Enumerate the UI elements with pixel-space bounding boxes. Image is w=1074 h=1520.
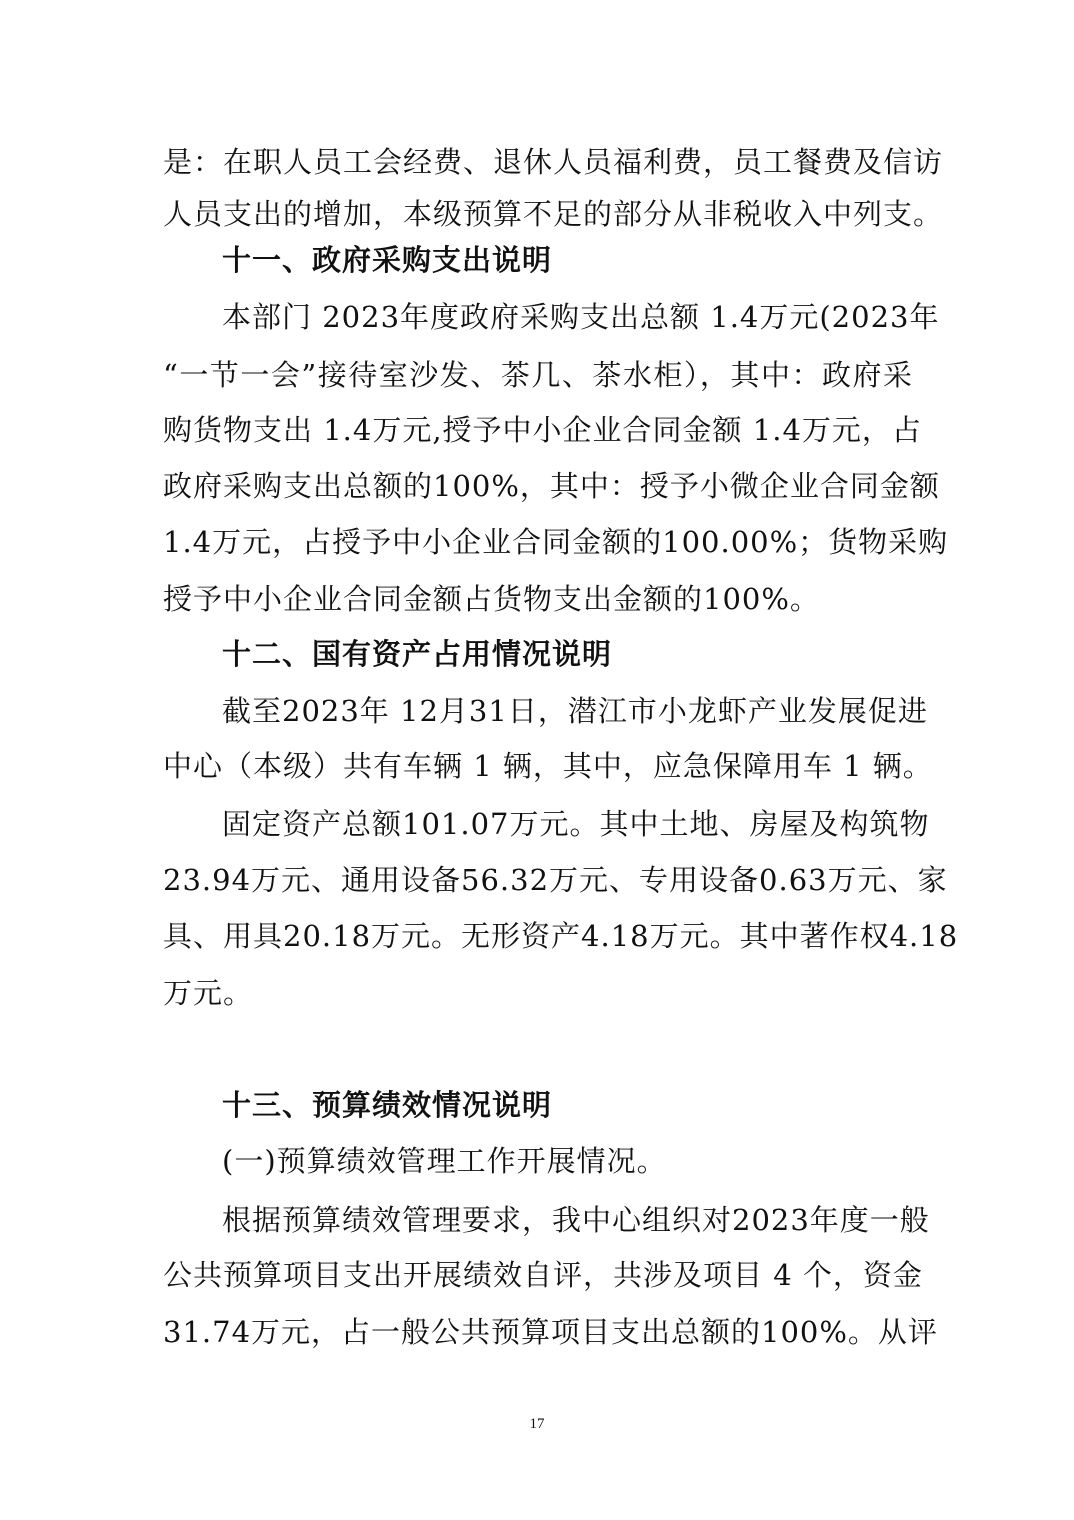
paragraph-line: 公共预算项目支出开展绩效自评，共涉及项目 4 个，资金 — [163, 1258, 923, 1292]
paragraph-line: “一节一会”接待室沙发、茶几、茶水柜），其中：政府采 — [163, 358, 913, 392]
subsection-heading: (一)预算绩效管理工作开展情况。 — [222, 1144, 667, 1178]
section-heading-13: 十三、预算绩效情况说明 — [222, 1088, 553, 1122]
paragraph-line: 万元。 — [163, 976, 254, 1010]
paragraph-line: 是：在职人员工会经费、退休人员福利费，员工餐费及信访 — [163, 145, 944, 179]
paragraph-line: 中心（本级）共有车辆 1 辆，其中，应急保障用车 1 辆。 — [163, 749, 933, 783]
paragraph-line: 截至2023年 12月31日，潜江市小龙虾产业发展促进 — [222, 694, 928, 728]
paragraph-line: 具、用具20.18万元。无形资产4.18万元。其中著作权4.18 — [163, 919, 959, 953]
page-number: 17 — [529, 1416, 545, 1432]
paragraph-line: 固定资产总额101.07万元。其中土地、房屋及构筑物 — [222, 807, 930, 841]
paragraph-line: 31.74万元，占一般公共预算项目支出总额的100%。从评 — [163, 1315, 938, 1349]
section-heading-11: 十一、政府采购支出说明 — [222, 243, 553, 277]
paragraph-line: 人员支出的增加，本级预算不足的部分从非税收入中列支。 — [163, 197, 944, 231]
paragraph-line: 1.4万元，占授予中小企业合同金额的100.00%；货物采购 — [163, 525, 949, 559]
paragraph-line: 根据预算绩效管理要求，我中心组织对2023年度一般 — [222, 1203, 930, 1237]
paragraph-line: 购货物支出 1.4万元,授予中小企业合同金额 1.4万元，占 — [163, 413, 922, 447]
paragraph-line: 授予中小企业合同金额占货物支出金额的100%。 — [163, 582, 820, 616]
section-heading-12: 十二、国有资产占用情况说明 — [222, 637, 613, 671]
paragraph-line: 政府采购支出总额的100%，其中：授予小微企业合同金额 — [163, 469, 940, 503]
paragraph-line: 本部门 2023年度政府采购支出总额 1.4万元(2023年 — [222, 300, 940, 334]
paragraph-line: 23.94万元、通用设备56.32万元、专用设备0.63万元、家 — [163, 863, 948, 897]
